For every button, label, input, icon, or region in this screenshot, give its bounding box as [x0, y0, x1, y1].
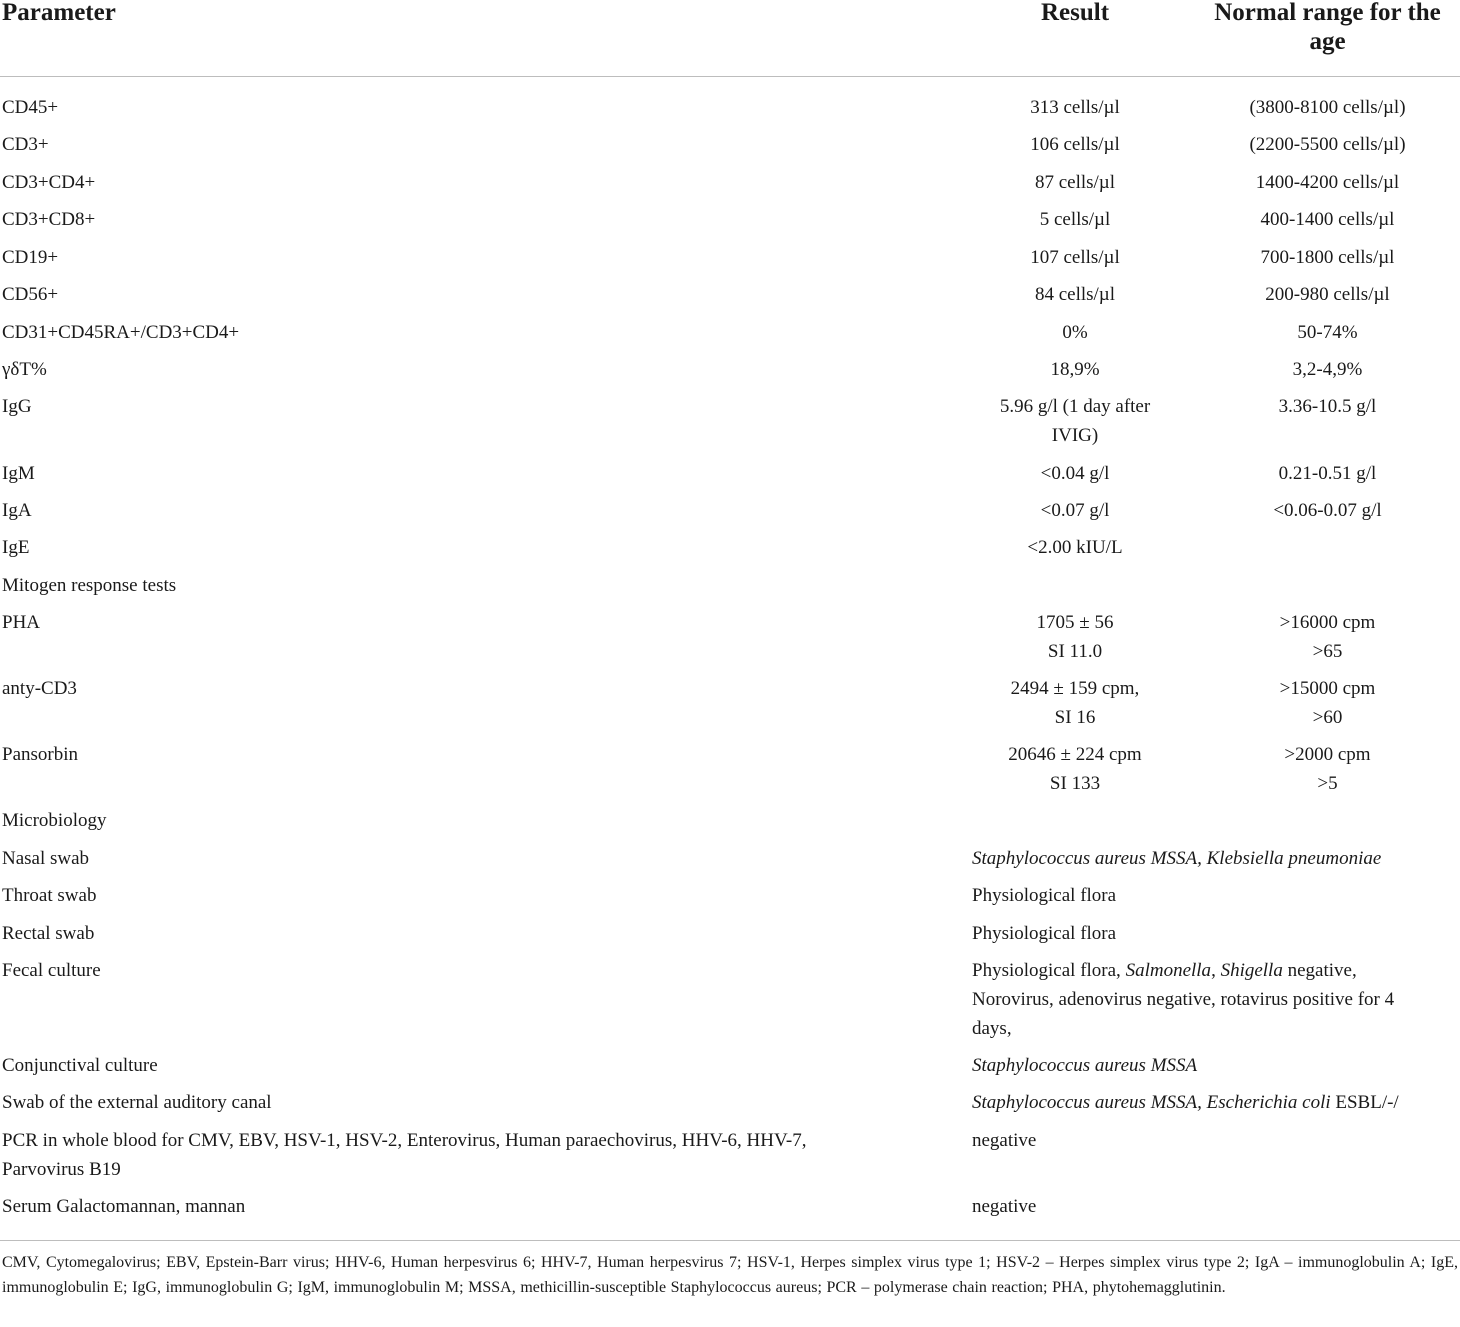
cell-parameter-line1: PCR in whole blood for CMV, EBV, HSV-1, HSV-2, Enterovirus, Human paraechovirus, HHV-6, HHV-7,	[2, 1130, 807, 1151]
cell-normal-line1: >2000 cpm	[1284, 744, 1371, 765]
cell-parameter: Swab of the external auditory canal	[2, 1092, 272, 1113]
cell-normal: 3,2-4,9%	[1292, 359, 1363, 380]
cell-result-line3: days,	[972, 1018, 1012, 1039]
cell-normal-line2: >60	[1312, 707, 1343, 728]
cell-normal: 3.36-10.5 g/l	[1278, 396, 1377, 417]
cell-result: 18,9%	[1050, 359, 1100, 380]
header-normal-range-line1: Normal range for the	[1214, 0, 1441, 26]
cell-result: 5 cells/µl	[1039, 209, 1111, 230]
cell-result-line2: SI 11.0	[1047, 641, 1103, 662]
text-part-italic: Salmonella	[1125, 960, 1212, 981]
table-footnote	[0, 1240, 1460, 1327]
cell-result: 0%	[1062, 322, 1088, 343]
cell-result	[972, 1088, 1458, 1117]
text-part: ESBL/-/	[1330, 1092, 1399, 1113]
cell-result	[972, 1051, 1458, 1080]
cell-result: negative	[972, 1130, 1037, 1151]
cell-normal: 200-980 cells/µl	[1265, 284, 1390, 305]
cell-result: Physiological flora	[972, 885, 1117, 906]
text-part: Physiological flora,	[972, 960, 1126, 981]
cell-normal	[1195, 608, 1460, 666]
text-part-italic: Shigella	[1220, 960, 1283, 981]
cell-result-line2: Norovirus, adenovirus negative, rotavirus positive for 4	[972, 989, 1395, 1010]
text-part: negative,	[1282, 960, 1357, 981]
cell-parameter: Serum Galactomannan, mannan	[2, 1196, 246, 1217]
cell-normal: <0.06-0.07 g/l	[1273, 500, 1382, 521]
cell-parameter: IgA	[2, 500, 32, 521]
cell-parameter-line2: Parvovirus B19	[2, 1159, 121, 1180]
cell-result: 87 cells/µl	[1034, 172, 1116, 193]
cell-parameter: CD45+	[2, 97, 59, 118]
cell-result-line1: 5.96 g/l (1 day after	[999, 396, 1151, 417]
cell-parameter: γδT%	[2, 359, 47, 380]
cell-result	[972, 844, 1458, 873]
header-result: Result	[1040, 0, 1110, 26]
cell-parameter: Throat swab	[2, 885, 97, 906]
footnote-text: CMV, Cytomegalovirus; EBV, Epstein-Barr virus; HHV-6, Human herpesvirus 6; HHV-7, Human herpesvirus 7; HSV-1, Herpes simplex virus type 1; HSV-2 – Herpes simplex virus type 2; IgA – immunoglobulin A; IgE, immunoglobulin E; IgG, immunoglobulin G; IgM, immunoglobulin M; MSSA, methicillin-susceptible Staphylococcus aureus; PCR – polymerase chain reaction; PHA, phytohemagglutinin.	[2, 1254, 1458, 1296]
cell-normal: (2200-5500 cells/µl)	[1249, 134, 1406, 155]
cell-result-line1: 1705 ± 56	[1036, 612, 1114, 633]
cell-result-line1: 2494 ± 159 cpm,	[1010, 678, 1140, 699]
cell-normal: (3800-8100 cells/µl)	[1249, 97, 1406, 118]
cell-result: <2.00 kIU/L	[1027, 537, 1123, 558]
cell-result-italic: Staphylococcus aureus MSSA	[972, 1055, 1198, 1076]
cell-parameter: IgM	[2, 463, 35, 484]
cell-result: Physiological flora	[972, 923, 1117, 944]
cell-result: negative	[972, 1196, 1037, 1217]
cell-result: 84 cells/µl	[1034, 284, 1116, 305]
text-part: ,	[1211, 960, 1221, 981]
cell-result: <0.04 g/l	[1040, 463, 1110, 484]
cell-parameter: CD19+	[2, 247, 59, 268]
cell-normal-line2: >5	[1317, 773, 1338, 794]
cell-parameter	[2, 1126, 942, 1184]
cell-result-italic: Staphylococcus aureus MSSA, Klebsiella pneumoniae	[972, 848, 1382, 869]
cell-result: 107 cells/µl	[1030, 247, 1120, 268]
cell-parameter: CD3+CD4+	[2, 172, 96, 193]
cell-result-line1: 20646 ± 224 cpm	[1008, 744, 1142, 765]
cell-result	[972, 956, 1458, 1043]
cell-result	[975, 608, 1175, 666]
header-parameter: Parameter	[2, 0, 116, 26]
cell-normal	[1195, 740, 1460, 798]
cell-normal	[1195, 674, 1460, 732]
cell-parameter: CD3+CD8+	[2, 209, 96, 230]
cell-normal-line1: >15000 cpm	[1279, 678, 1376, 699]
cell-parameter: anty-CD3	[2, 678, 77, 699]
cell-parameter: Rectal swab	[2, 923, 95, 944]
cell-parameter: PHA	[2, 612, 41, 633]
cell-result	[975, 674, 1175, 732]
cell-parameter: IgG	[2, 396, 32, 417]
cell-parameter: Microbiology	[2, 810, 107, 831]
cell-normal-line2: >65	[1312, 641, 1343, 662]
cell-normal: 1400-4200 cells/µl	[1255, 172, 1400, 193]
cell-normal: 700-1800 cells/µl	[1260, 247, 1395, 268]
cell-parameter: CD3+	[2, 134, 49, 155]
cell-parameter: Fecal culture	[2, 960, 101, 981]
cell-parameter: Conjunctival culture	[2, 1055, 158, 1076]
cell-parameter: Mitogen response tests	[2, 575, 177, 596]
cell-result: <0.07 g/l	[1040, 500, 1110, 521]
cell-result-line2: SI 133	[1049, 773, 1101, 794]
header-normal-range-line2: age	[1309, 28, 1346, 55]
cell-result: 106 cells/µl	[1030, 134, 1120, 155]
cell-result	[975, 740, 1175, 798]
table-header	[0, 0, 1460, 77]
cell-parameter: CD56+	[2, 284, 59, 305]
cell-normal: 0.21-0.51 g/l	[1278, 463, 1377, 484]
cell-result: 313 cells/µl	[1030, 97, 1120, 118]
cell-parameter: IgE	[2, 537, 30, 558]
cell-result-line2: SI 16	[1054, 707, 1096, 728]
cell-normal: 400-1400 cells/µl	[1260, 209, 1395, 230]
cell-normal: 50-74%	[1297, 322, 1358, 343]
cell-result-line2: IVIG)	[1051, 425, 1099, 446]
cell-parameter: Nasal swab	[2, 848, 90, 869]
text-part-italic: Staphylococcus aureus MSSA, Escherichia coli	[972, 1092, 1331, 1113]
cell-normal-line1: >16000 cpm	[1279, 612, 1376, 633]
cell-parameter: CD31+CD45RA+/CD3+CD4+	[2, 322, 240, 343]
cell-parameter: Pansorbin	[2, 744, 78, 765]
cell-result-line1	[972, 956, 1458, 985]
header-normal-range	[1195, 0, 1460, 56]
cell-result	[975, 392, 1175, 450]
